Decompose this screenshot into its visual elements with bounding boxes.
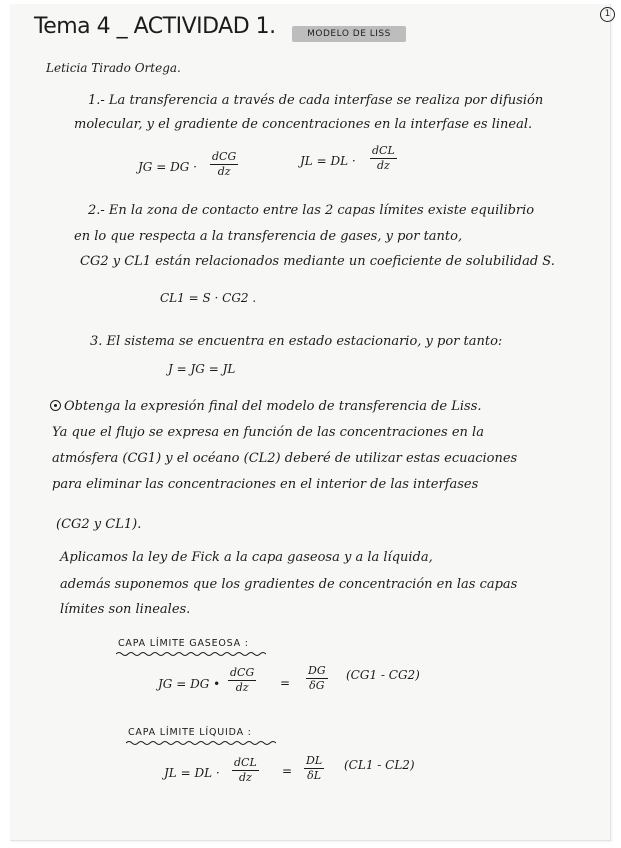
steady-state-equation: J = JG = JL (168, 362, 236, 376)
jg-equation-left: JG = DG · (138, 160, 197, 174)
item-2-line-1: 2.- En la zona de contacto entre las 2 capas límites existe equilibrio (88, 203, 535, 218)
liquid-fraction-1-den: dz (238, 771, 252, 784)
liquid-fraction-2-den: δL (307, 769, 322, 782)
gas-heading-underline (116, 651, 266, 657)
task-line-5: (CG2 y CL1). (56, 517, 142, 532)
liquid-equation-left: JL = DL · (164, 766, 220, 780)
jg-denominator: dz (217, 165, 231, 178)
item-2-line-2: en lo que respecta a la transferencia de gases, y por tanto, (74, 229, 463, 244)
task-line-2: Ya que el flujo se expresa en función de las concentraciones en la (52, 425, 484, 440)
jl-numerator: dCL (372, 144, 395, 157)
item-1-line-1: 1.- La transferencia a través de cada interfase se realiza por difusión (88, 93, 544, 108)
gas-fraction-1-num: dCG (230, 666, 255, 679)
gas-fraction-2 (306, 664, 328, 693)
task-line-1 (50, 399, 482, 414)
gas-equation-tail: (CG1 - CG2) (346, 668, 420, 682)
item-3-line-1: 3. El sistema se encuentra en estado estacionario, y por tanto: (90, 334, 503, 349)
liquid-fraction-2 (304, 754, 324, 783)
page-title: Tema 4 _ ACTIVIDAD 1. (34, 14, 276, 39)
gas-fraction-1 (228, 666, 256, 695)
gas-fraction-2-den: δG (309, 679, 325, 692)
jl-denominator: dz (376, 159, 390, 172)
task-line-3: atmósfera (CG1) y el océano (CL2) deberé de utilizar estas ecuaciones (52, 451, 518, 466)
fick-line-1: Aplicamos la ley de Fick a la capa gaseosa y a la líquida, (60, 550, 433, 565)
item-2-line-3: CG2 y CL1 están relacionados mediante un coeficiente de solubilidad S. (80, 254, 555, 269)
notebook-page (10, 4, 611, 841)
bullet-icon (50, 400, 61, 411)
liquid-fraction-1 (232, 756, 259, 785)
page-number: 1 (600, 7, 615, 22)
topic-tag: MODELO DE LISS (292, 26, 406, 42)
liquid-equation-tail: (CL1 - CL2) (344, 758, 415, 772)
liquid-fraction-1-num: dCL (234, 756, 257, 769)
author-name: Leticia Tirado Ortega. (46, 61, 181, 75)
gas-equals: = (280, 676, 291, 690)
task-line-1-text: Obtenga la expresión final del modelo de transferencia de Liss. (64, 399, 482, 414)
fick-line-2: además suponemos que los gradientes de concentración en las capas (60, 577, 518, 592)
gas-layer-heading: CAPA LÍMITE GASEOSA : (118, 638, 249, 649)
liquid-fraction-2-num: DL (306, 754, 323, 767)
gas-fraction-1-den: dz (235, 681, 249, 694)
jg-numerator: dCG (212, 150, 237, 163)
liquid-equals: = (282, 764, 293, 778)
fick-line-3: límites son lineales. (60, 602, 191, 617)
jg-fraction (210, 150, 238, 179)
liquid-layer-heading: CAPA LÍMITE LÍQUIDA : (128, 727, 252, 738)
task-line-4: para eliminar las concentraciones en el interior de las interfases (52, 477, 479, 492)
jl-fraction (370, 144, 397, 173)
gas-equation-left: JG = DG • (158, 677, 221, 691)
gas-fraction-2-num: DG (308, 664, 326, 677)
jl-equation-left: JL = DL · (300, 154, 356, 168)
liquid-heading-underline (126, 740, 276, 746)
item-1-line-2: molecular, y el gradiente de concentraciones en la interfase es lineal. (74, 117, 533, 132)
solubility-equation: CL1 = S · CG2 . (160, 291, 257, 305)
